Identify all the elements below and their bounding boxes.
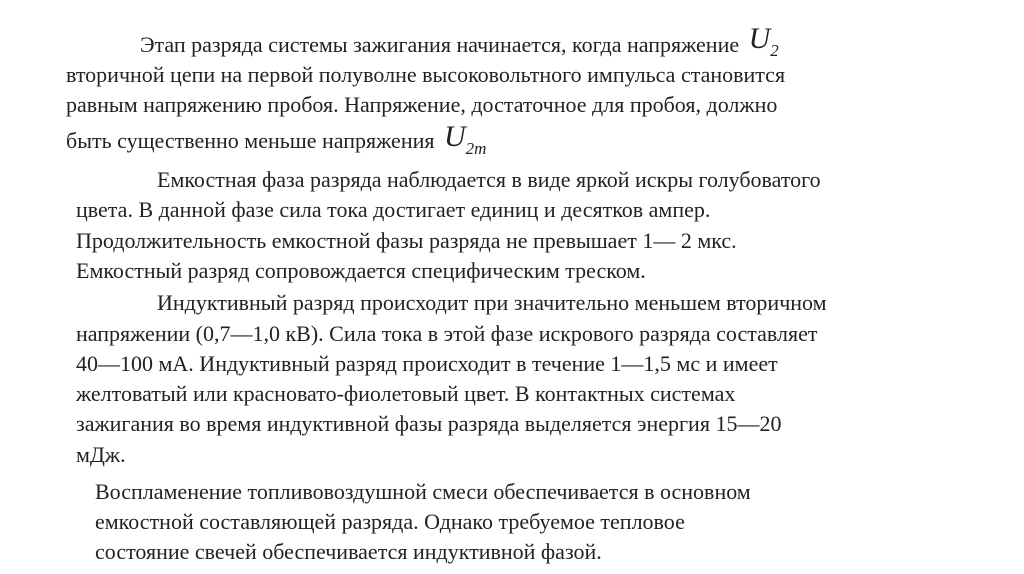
math-letter: U xyxy=(748,22,771,55)
text-line: зажигания во время индуктивной фазы разряда выделяется энергия 15—20 xyxy=(76,411,782,436)
text-line: емкостной составляющей разряда. Однако требуемое тепловое xyxy=(95,509,685,534)
text-span: быть существенно меньше напряжения xyxy=(66,128,435,153)
math-symbol-u2 xyxy=(748,22,779,60)
text-line: состояние свечей обеспечивается индуктивной фазой. xyxy=(95,539,602,564)
text-line: Воспламенение топливовоздушной смеси обеспечивается в основном xyxy=(95,479,751,504)
math-symbol-u2m xyxy=(443,120,487,158)
text-line: 40—100 мА. Индуктивный разряд происходит в течение 1—1,5 мс и имеет xyxy=(76,351,778,376)
text-line: Емкостный разряд сопровождается специфическим треском. xyxy=(76,258,646,283)
math-letter: U xyxy=(443,120,466,153)
text-line: Индуктивный разряд происходит при значительно меньшем вторичном xyxy=(157,290,827,315)
text-line: Емкостная фаза разряда наблюдается в виде яркой искры голубоватого xyxy=(157,167,821,192)
math-subscript: 2m xyxy=(465,139,487,158)
text-line: вторичной цепи на первой полуволне высоковольтного импульса становится xyxy=(66,62,786,87)
text-line: желтоватый или красновато-фиолетовый цвет. В контактных системах xyxy=(76,381,736,406)
text-line: напряжении (0,7—1,0 кВ). Сила тока в этой фазе искрового разряда составляет xyxy=(76,321,818,346)
text-line: равным напряжению пробоя. Напряжение, достаточное для пробоя, должно xyxy=(66,92,778,117)
math-subscript: 2 xyxy=(770,41,779,60)
text-line xyxy=(140,22,779,60)
text-line: Продолжительность емкостной фазы разряда не превышает 1— 2 мкс. xyxy=(76,228,737,253)
text-line xyxy=(66,120,487,158)
text-span: Этап разряда системы зажигания начинается, когда напряжение xyxy=(140,32,740,57)
text-line: мДж. xyxy=(76,442,126,467)
text-line: цвета. В данной фазе сила тока достигает единиц и десятков ампер. xyxy=(76,197,711,222)
